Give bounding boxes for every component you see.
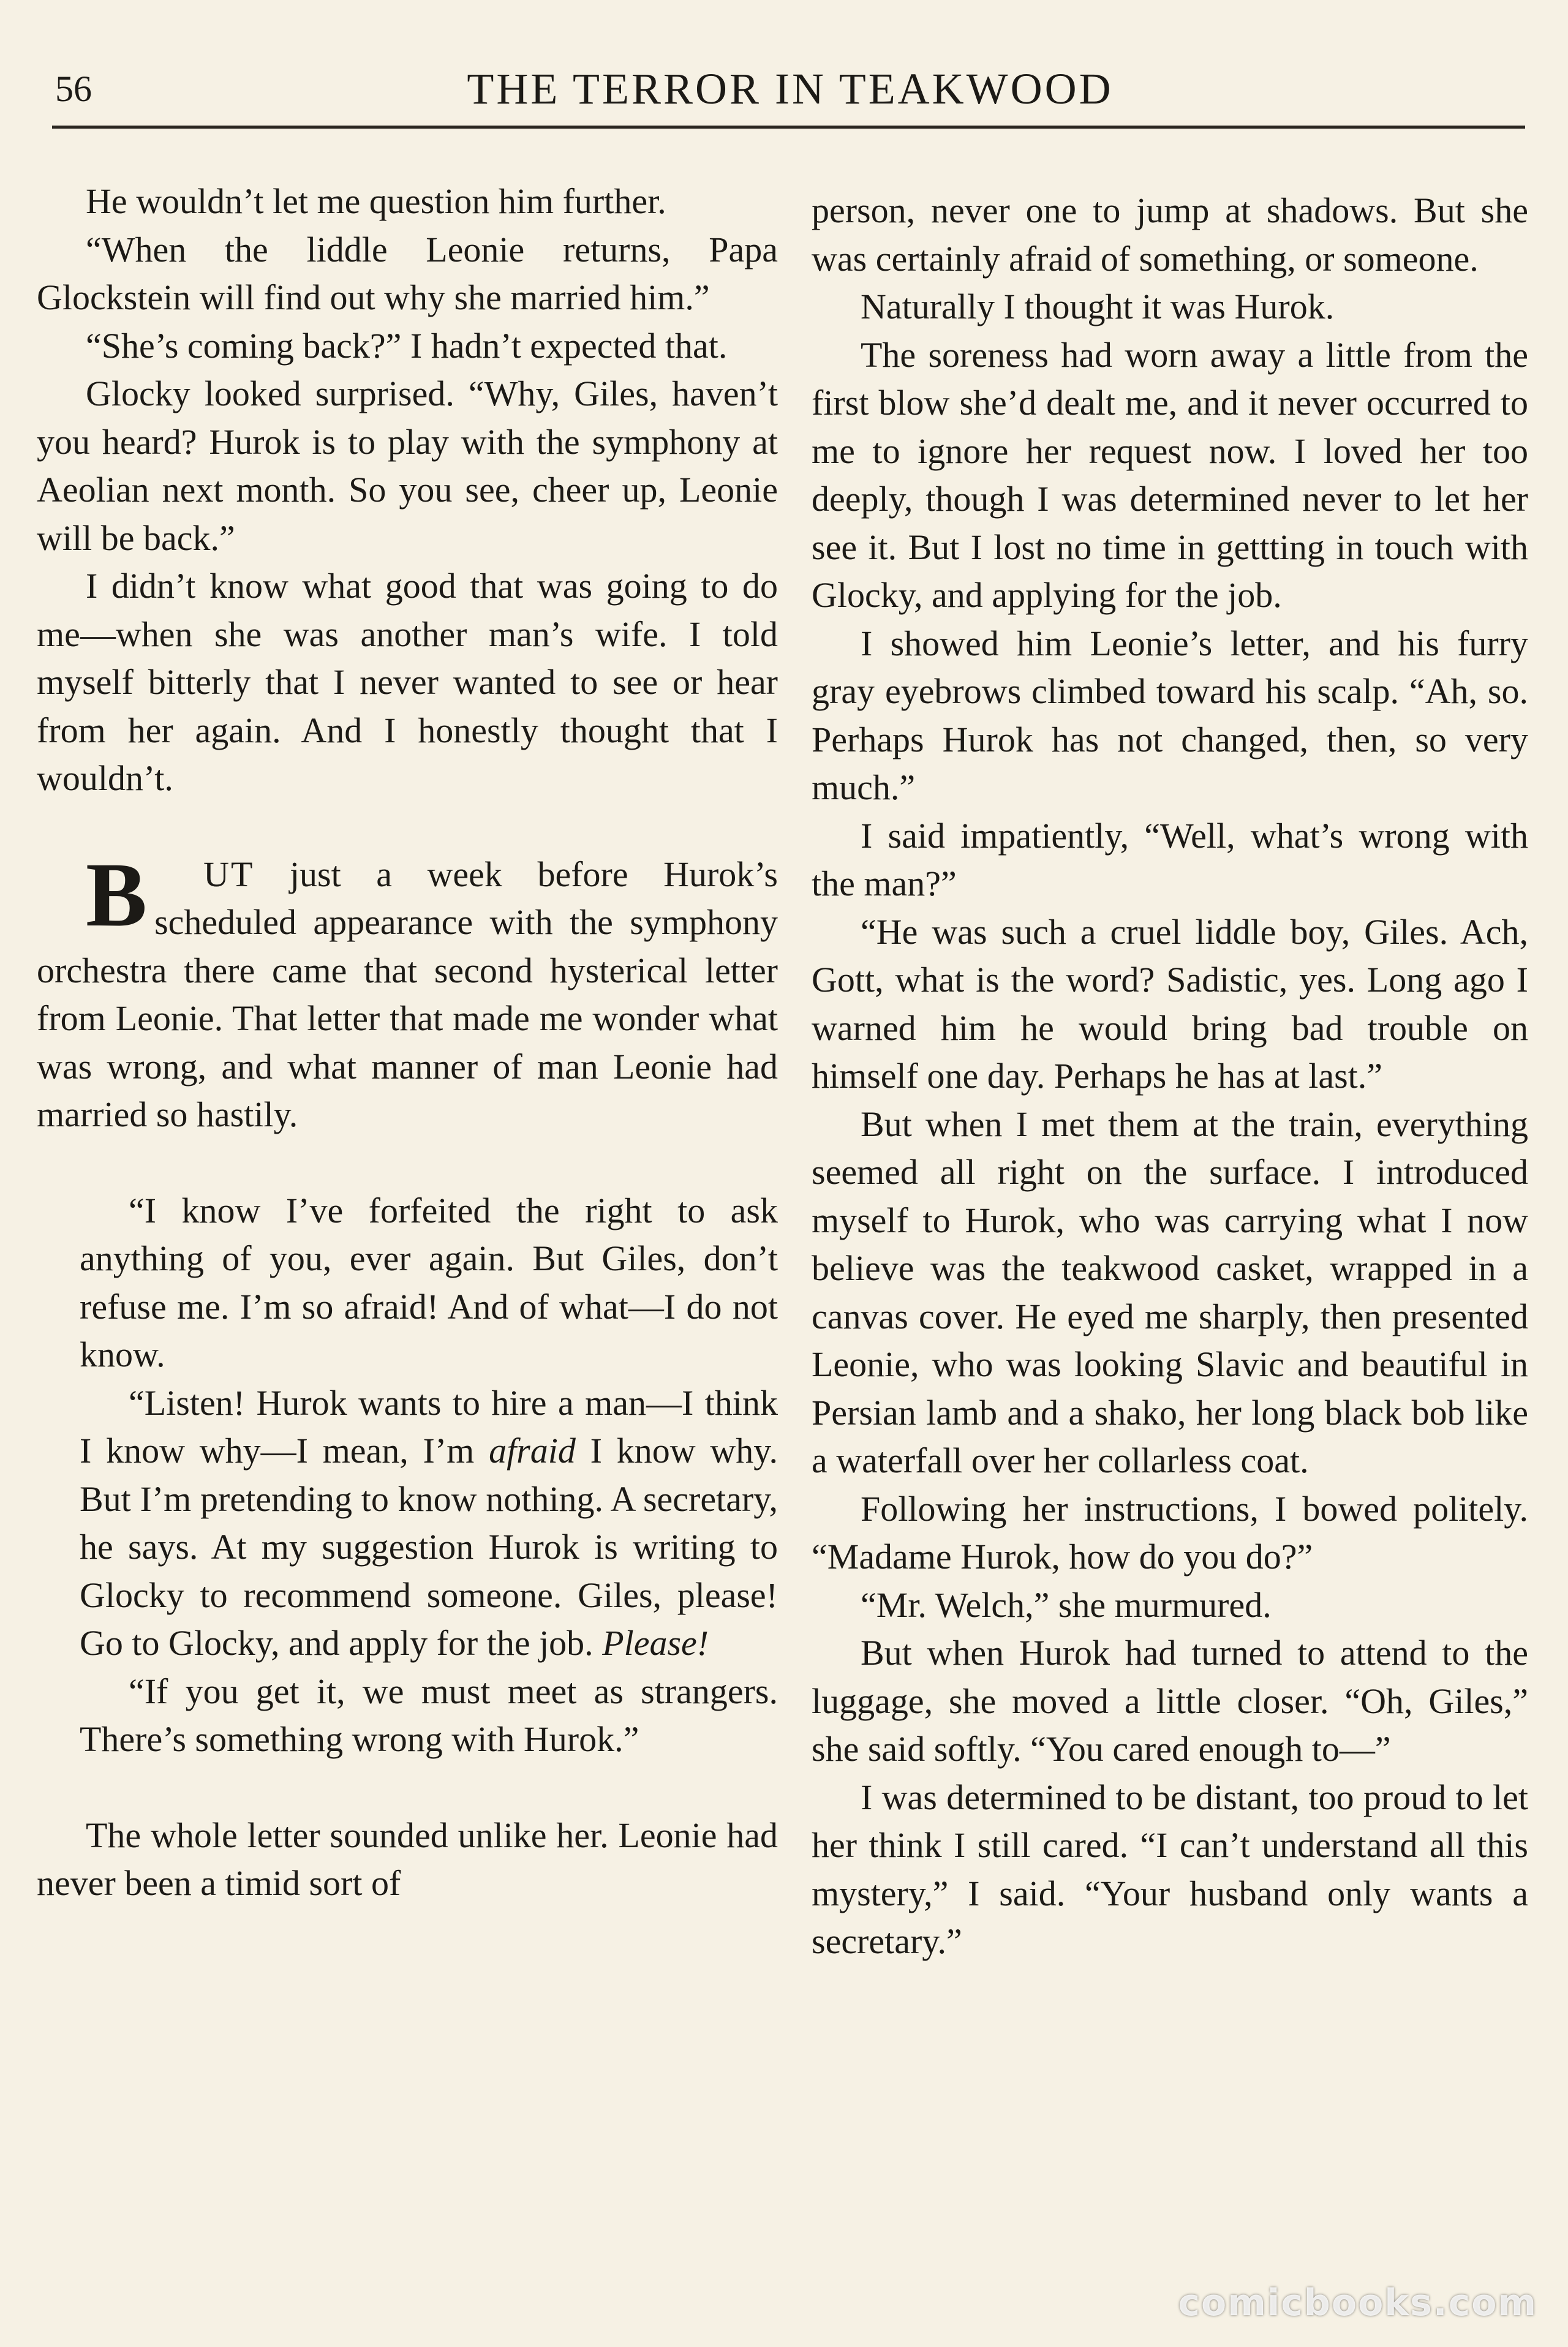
paragraph-text: just a week before Hurok’s scheduled appearance with the symphony orchestra there came that second hysterical letter from Leonie. That letter that made me wonder what was wrong, and what manner of man Leonie had married so hastily. (37, 854, 778, 1134)
paragraph: I showed him Leonie’s letter, and his furry gray eyebrows climbed toward his scalp. “Ah, so. Perhaps Hurok has not changed, then, so very much.” (812, 623, 1528, 807)
paragraph: Glocky looked surprised. “Why, Giles, haven’t you heard? Hurok is to play with the symphony at Aeolian next month. So you see, cheer up, Leonie will be back.” (37, 374, 778, 558)
running-title: THE TERROR IN TEAKWOOD (467, 64, 1114, 113)
letter-paragraph: “I know I’ve forfeited the right to ask anything of you, ever again. But Giles, don’t refuse me. I’m so afraid! And of what—I do not know. (80, 1190, 778, 1374)
paragraph: “He was such a cruel liddle boy, Giles. Ach, Gott, what is the word? Sadistic, yes. Long ago I warned him he would bring bad trouble on himself one day. Perhaps he has at last.” (812, 911, 1528, 1096)
letter-paragraph (80, 1379, 778, 1668)
paragraph: Naturally I thought it was Hurok. (861, 287, 1335, 326)
paragraph: “She’s coming back?” I hadn’t expected that. (86, 325, 728, 366)
paragraph: “When the liddle Leonie returns, Papa Glockstein will find out why she married him.” (37, 229, 778, 317)
letter-paragraph: “If you get it, we must meet as strangers. There’s something wrong with Hurok.” (80, 1671, 778, 1759)
page-number: 56 (55, 69, 92, 109)
paragraph: But when Hurok had turned to attend to the luggage, she moved a little closer. “Oh, Giles,” she said softly. “You cared enough to—” (812, 1633, 1528, 1769)
paragraph: The soreness had worn away a little from the first blow she’d dealt me, and it never occurred to me to ignore her request now. I loved her too deeply, though I was determined never to let her see it. But I lost no time in gettting in touch with Glocky, and applying for the job. (812, 334, 1528, 615)
paragraph: person, never one to jump at shadows. But she was certainly afraid of something, or someone. (812, 190, 1528, 279)
section-opening-paragraph (37, 843, 778, 1139)
right-column (812, 187, 1528, 1966)
spacer (37, 1139, 778, 1187)
letter-emphasis: afraid (489, 1431, 576, 1471)
page-header (55, 58, 1525, 119)
paragraph: I was determined to be distant, too proud to let her think I still cared. “I can’t understand all this mystery,” I said. “Your husband only wants a secretary.” (812, 1777, 1528, 1961)
site-watermark: comicbooks.com (1178, 2281, 1537, 2324)
section-break (37, 803, 778, 851)
spacer (37, 1764, 778, 1812)
paragraph: He wouldn’t let me question him further. (86, 181, 666, 221)
letter-text: I know why. But I’m pretending to know nothing. A secretary, he says. At my suggestion Hurok is writing to Glocky to recommend someone. Giles, please! Go to Glocky, and apply for the job. (80, 1431, 778, 1663)
drop-cap: B (86, 843, 148, 946)
lead-in-caps: UT (203, 854, 255, 894)
paragraph: I said impatiently, “Well, what’s wrong with the man?” (812, 815, 1528, 903)
paragraph: “Mr. Welch,” she murmured. (861, 1584, 1272, 1625)
paragraph: But when I met them at the train, everything seemed all right on the surface. I introduced myself to Hurok, who was carrying what I now believe was the teakwood casket, wrapped in a canvas cover. He eyed me sharply, then presented Leonie, who was looking Slavic and beautiful in Persian lamb and a shako, her long black bob like a waterfall over her collarless coat. (812, 1104, 1528, 1480)
paragraph: Following her instructions, I bowed politely. “Madame Hurok, how do you do?” (812, 1488, 1528, 1577)
paragraph: The whole letter sounded unlike her. Leonie had never been a timid sort of (37, 1815, 778, 1903)
letter-text: “Listen! Hurok wants to hire a man—I think I know why—I mean, I’m (80, 1382, 778, 1471)
header-rule (52, 126, 1525, 129)
letter-emphasis: Please! (602, 1623, 709, 1663)
paragraph: I didn’t know what good that was going to do me—when she was another man’s wife. I told myself bitterly that I never wanted to see or hear from her again. And I honestly thought that I wouldn’t. (37, 566, 778, 798)
left-column (37, 178, 778, 1908)
quoted-letter (37, 1187, 778, 1764)
